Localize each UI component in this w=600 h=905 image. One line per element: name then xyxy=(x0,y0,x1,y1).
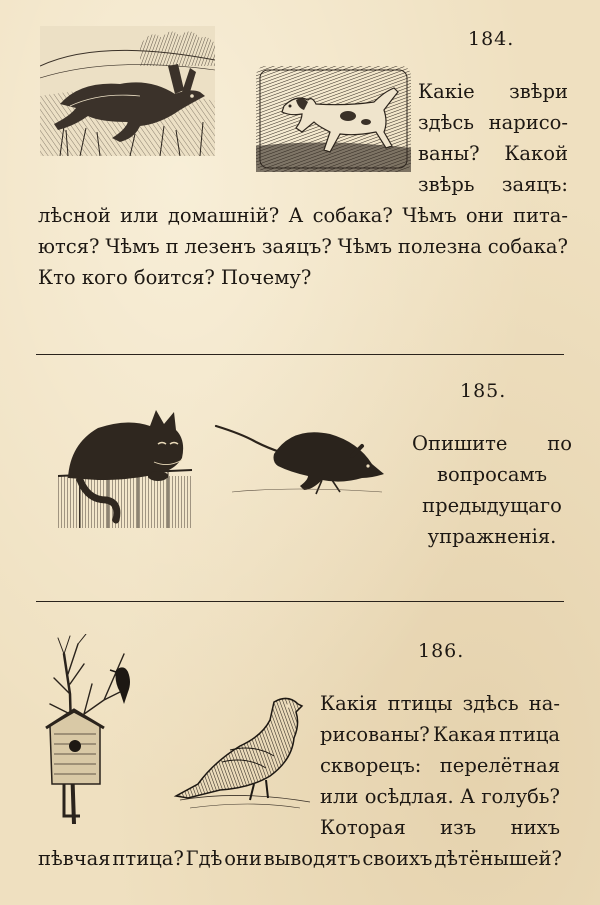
section-divider xyxy=(36,601,564,602)
exercise-number: 186. xyxy=(418,640,465,662)
text-line: пѣвчая птица? Гдѣ они выводятъ своихъ дѣтёнышей? xyxy=(38,847,562,870)
birdhouse-starling-illustration xyxy=(44,634,136,824)
text-line: Опишите по xyxy=(412,432,572,455)
text-line: или осѣдлая. А голубь? xyxy=(320,785,560,808)
text-line: Кто кого боится? Почему? xyxy=(38,266,312,289)
hare-illustration xyxy=(40,26,215,156)
text-line: упражненія. xyxy=(427,525,557,548)
exercise-184-body-text xyxy=(38,200,568,293)
exercise-number: 184. xyxy=(468,28,515,50)
text-line: предыдущаго xyxy=(422,494,562,517)
text-line: вопросамъ xyxy=(436,463,548,486)
dog-illustration xyxy=(256,66,411,172)
text-line: Какіе звѣри xyxy=(418,80,568,103)
text-line: скворецъ: перелётная xyxy=(320,754,560,777)
text-line: Которая изъ нихъ xyxy=(320,816,560,839)
cat-illustration xyxy=(58,404,194,528)
text-line: рисованы? Какая птица xyxy=(320,723,560,746)
text-line: ются? Чѣмъ п лезенъ заяцъ? Чѣмъ полезна собака? xyxy=(38,235,568,258)
exercise-185-text xyxy=(412,428,572,552)
exercise-186-side-text xyxy=(320,688,560,843)
text-line: Какія птицы здѣсь на- xyxy=(320,692,560,715)
text-line: ваны? Какой xyxy=(418,142,568,165)
text-line: лѣсной или домашній? А собака? Чѣмъ они пита- xyxy=(38,204,568,227)
mouse-illustration xyxy=(212,420,388,500)
section-divider xyxy=(36,354,564,355)
exercise-184-side-text xyxy=(418,76,568,200)
text-line: звѣрь заяцъ: xyxy=(418,173,568,196)
exercise-186-body-text xyxy=(38,843,562,874)
exercise-number: 185. xyxy=(460,380,507,402)
pigeon-illustration xyxy=(170,690,318,816)
text-line: здѣсь нарисо- xyxy=(418,111,568,134)
